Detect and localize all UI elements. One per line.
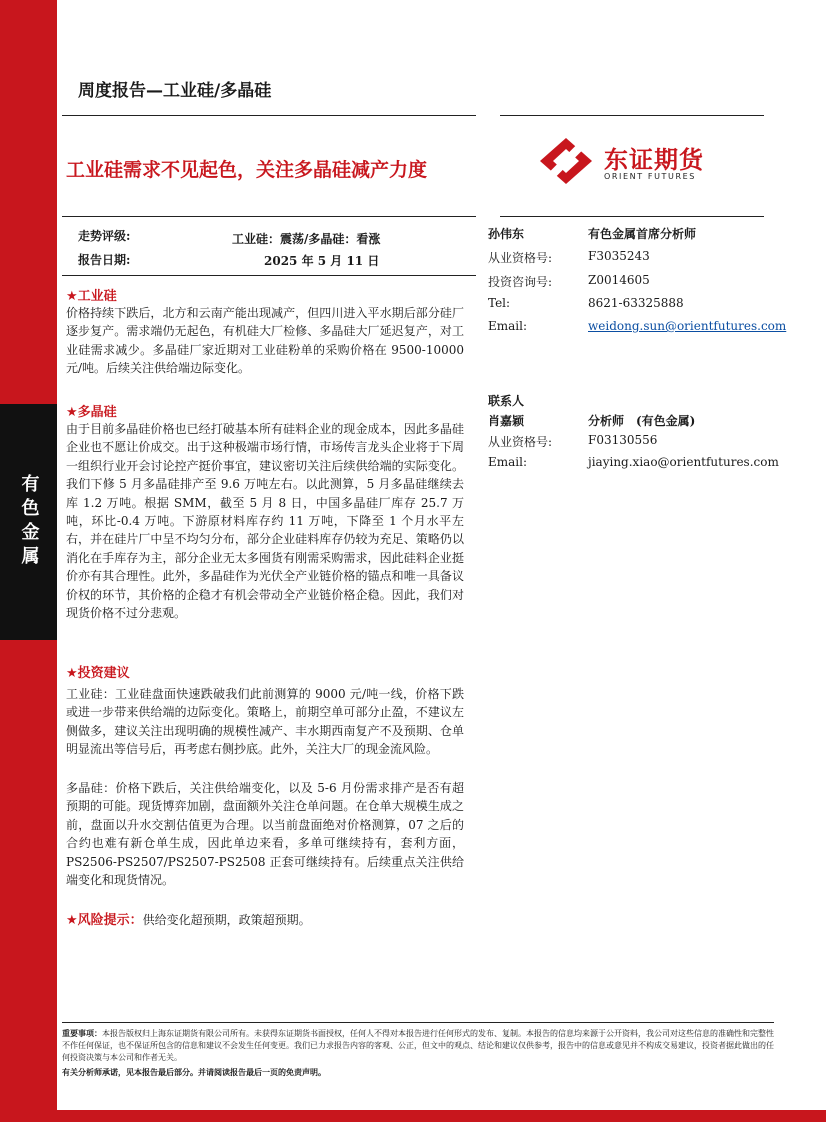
disclaimer-label: 重要事项： (62, 1028, 102, 1038)
report-title: 工业硅需求不见起色，关注多晶硅减产力度 (66, 159, 428, 181)
section-text-investment-polysilicon: 多晶硅：价格下跌后，关注供给端变化，以及 5-6 月份需求排产是否有超预期的可能。现货博弈加剧，盘面额外关注仓单问题。在仓单大规模生成之前，盘面以升水交割估值更为合理。以当前盘面绝对价格测算，07 之后的合约也难有新仓单生成，因此单边来看，多单可继续持有，套利方面，PS2506-PS2507/PS2507-PS2508 正套可继续持有。后续重点关注供给端变化和现货情况。 (66, 781, 464, 888)
disclaimer-text: 本报告版权归上海东证期货有限公司所有。未获得东证期货书面授权，任何人不得对本报告进行任何形式的发布、复制。本报告的信息均来源于公开资料，我公司对这些信息的准确性和完整性不作任何保证，也不保证所包含的信息和建议不会发生任何变更。我们已力求报告内容的客观、公正，但文中的观点、结论和建议仅供参考，报告中的信息或意见并不构成交易建议，投资者据此做出的任何投资决策与本公司和作者无关。 (62, 1029, 774, 1062)
section-heading-polysilicon: ★多晶硅 (66, 405, 117, 420)
section-text-silicon: 价格持续下跌后，北方和云南产能出现减产，但四川进入平水期后部分硅厂逐步复产。需求端仍无起色，有机硅大厂检修、多晶硅大厂延迟复产，对工业硅需求减少。多晶硅厂家近期对工业硅粉单的采购价格在 9500-10000 元/吨。后续关注供给端边际变化。 (66, 306, 464, 376)
analyst-divider (500, 216, 764, 217)
analyst-1-field-label: Tel: (488, 296, 511, 310)
analyst-commitment: 有关分析师承诺，见本报告最后部分。并请阅读报告最后一页的免责声明。 (62, 1067, 326, 1077)
analyst-2-field-value: F03130556 (588, 433, 658, 447)
analyst-1-field-label: 投资咨询号: (488, 275, 553, 289)
logo-mark-icon (538, 136, 594, 186)
analyst-1-field-value: 8621-63325888 (588, 296, 684, 310)
analyst-2-field-value: jiaying.xiao@orientfutures.com (588, 455, 779, 469)
analyst-1-name: 孙伟东 (488, 227, 525, 241)
date-label: 报告日期: (78, 253, 131, 267)
risk-line (66, 909, 311, 928)
analyst-1-email-link[interactable]: weidong.sun@orientfutures.com (588, 319, 787, 333)
risk-label: ★风险提示： (66, 913, 143, 928)
analyst-1-field-label: 从业资格号: (488, 251, 553, 265)
analyst-2-field-label: Email: (488, 455, 528, 469)
analyst-2-field-label: 从业资格号: (488, 435, 553, 449)
footer-divider (62, 1022, 774, 1023)
section-text-polysilicon: 由于目前多晶硅价格也已经打破基本所有硅料企业的现金成本，因此多晶硅企业也不愿让价成交。出于这种极端市场行情，市场传言龙头企业将于下周一组织行业开会讨论控产挺价事宜，建议密切关注后续供给端的实际变化。我们下修 5 月多晶硅排产至 9.6 万吨左右。以此测算，5 月多晶硅继续去库 1.2 万吨。根据 SMM，截至 5 月 8 日，中国多晶硅厂库存 25.7 万吨，环比-0.4 万吨。下游原材料库存约 11 万吨，下降至 1 个月水平左右，并在硅片厂中呈不均匀分布，部分企业硅料库存仍较为充足、策略仍以消化在手库存为主，部分企业无太多囤货有刚需采购需求，因此硅料企业挺价亦有其合理性。此外，多晶硅作为光伏全产业链价格的锚点和唯一具备议价权的环节，其价格的企稳才有机会带动全产业链价格企稳。因此，我们对现货价格不过分悲观。 (66, 422, 464, 621)
analyst-1-field-value: Z0014605 (588, 273, 650, 287)
footer-disclaimer (62, 1027, 774, 1064)
rating-label: 走势评级: (78, 229, 131, 243)
contact-label: 联系人 (488, 394, 525, 408)
side-category-box (0, 404, 57, 640)
logo-text-cn: 东证期货 (604, 146, 704, 174)
date-value: 2025 年 5 月 11 日 (264, 254, 380, 268)
meta-divider-top (62, 216, 476, 217)
analyst-2-title: 分析师 (有色金属) (588, 414, 696, 428)
analyst-1-title: 有色金属首席分析师 (588, 227, 697, 241)
report-type-header: 周度报告—工业硅/多晶硅 (78, 81, 272, 101)
analyst-1-field-value: F3035243 (588, 249, 650, 263)
side-category-label: 有色金属 (18, 474, 40, 570)
meta-divider-bottom (62, 275, 476, 276)
section-heading-investment: ★投资建议 (66, 666, 130, 681)
section-text-investment-silicon: 工业硅：工业硅盘面快速跌破我们此前测算的 9000 元/吨一线，价格下跌或进一步带来供给端的边际变化。策略上，前期空单可部分止盈，不建议左侧做多，建议关注出现明确的规模性减产、丰水期西南复产不及预期、仓单明显流出等信号后，再考虑右侧抄底。此外，关注大厂的现金流风险。 (66, 687, 464, 757)
rating-value: 工业硅：震荡/多晶硅：看涨 (232, 232, 381, 246)
risk-text: 供给变化超预期，政策超预期。 (142, 913, 311, 927)
bottom-accent-bar (57, 1110, 826, 1122)
header-divider-right (500, 115, 764, 116)
analyst-1-field-label: Email: (488, 319, 528, 333)
analyst-2-name: 肖嘉颖 (488, 414, 525, 428)
header-divider-left (62, 115, 476, 116)
section-heading-silicon: ★工业硅 (66, 289, 117, 304)
logo-text-en: ORIENT FUTURES (604, 172, 696, 181)
